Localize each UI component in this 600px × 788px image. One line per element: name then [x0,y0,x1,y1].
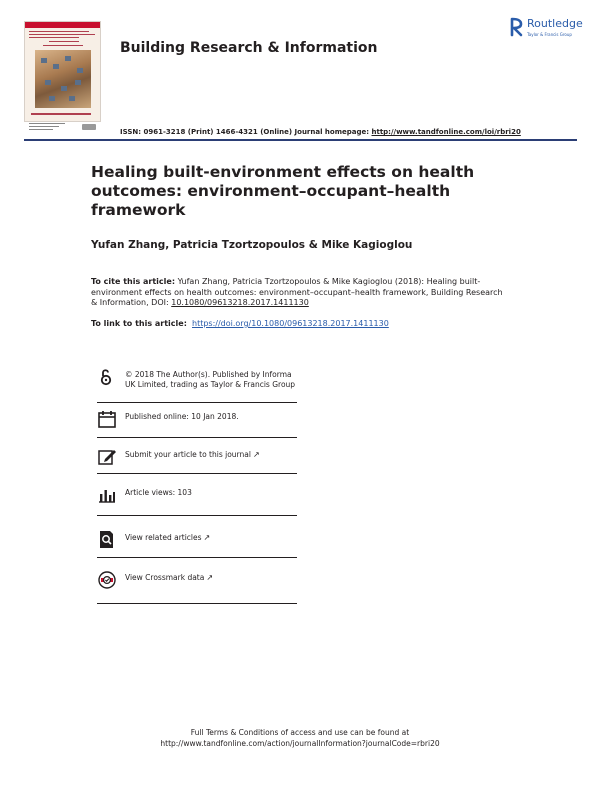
open-access-icon [97,367,117,387]
published-date-text: Published online: 10 Jan 2018. [125,412,239,421]
publisher-logo [510,17,590,41]
journal-title[interactable]: Building Research & Information [120,40,378,56]
terms-text: Full Terms & Conditions of access and use can be found at [190,728,410,737]
crossmark-icon [97,570,117,590]
info-divider [97,603,297,604]
article-link-line [91,319,389,328]
header-rule [24,139,577,141]
issn-line: ISSN: 0961-3218 (Print) 1466-4321 (Online) Journal homepage: http://www.tandfonline.com/loi/rbri20 [120,128,521,136]
cover-small-print [29,123,69,131]
external-link-icon: ↗ [203,533,211,542]
external-link-icon: ↗ [252,450,260,459]
small-publisher-logo [82,124,96,130]
info-divider [97,557,297,558]
external-link-icon: ↗ [206,573,214,582]
citation-block [91,277,511,309]
edit-icon [97,447,117,467]
crossmark-link[interactable]: View Crossmark data ↗ [125,573,214,582]
publisher-tagline: Taylor & Francis Group [527,32,572,37]
cite-doi-link[interactable]: 10.1080/09613218.2017.1411130 [171,298,309,307]
routledge-r-icon [510,17,524,37]
license-text: © 2018 The Author(s). Published by Informa UK Limited, trading as Taylor & Francis Group [125,370,296,389]
calendar-icon [97,409,117,429]
bar-chart-icon [97,485,117,505]
terms-footer [100,727,500,749]
article-views-text: Article views: 103 [125,488,192,497]
info-divider [97,515,297,516]
submit-article-link[interactable]: Submit your article to this journal ↗ [125,450,260,459]
article-title: Healing built-environment effects on health outcomes: environment–occupant–health framework [91,163,475,219]
article-authors: Yufan Zhang, Patricia Tzortzopoulos & Mike Kagioglou [91,239,413,251]
info-divider [97,473,297,474]
terms-link[interactable]: http://www.tandfonline.com/action/journalInformation?journalCode=rbri20 [160,739,440,748]
publisher-name: Routledge [527,17,583,30]
related-articles-link[interactable]: View related articles ↗ [125,533,211,542]
journal-cover-image [24,21,101,122]
search-document-icon [97,530,117,550]
cite-label: To cite this article: [91,277,176,286]
article-doi-link[interactable]: https://doi.org/10.1080/09613218.2017.1411130 [192,319,389,328]
info-divider [97,437,297,438]
journal-homepage-link[interactable]: http://www.tandfonline.com/loi/rbri20 [371,128,521,136]
info-divider [97,402,297,403]
link-label: To link to this article: [91,319,187,328]
cite-text: Yufan Zhang, Patricia Tzortzopoulos & Mike Kagioglou (2018): Healing built-environment effects on health outcomes: environment–occupant–health framework, Building Research & Information, DOI: [91,277,503,307]
